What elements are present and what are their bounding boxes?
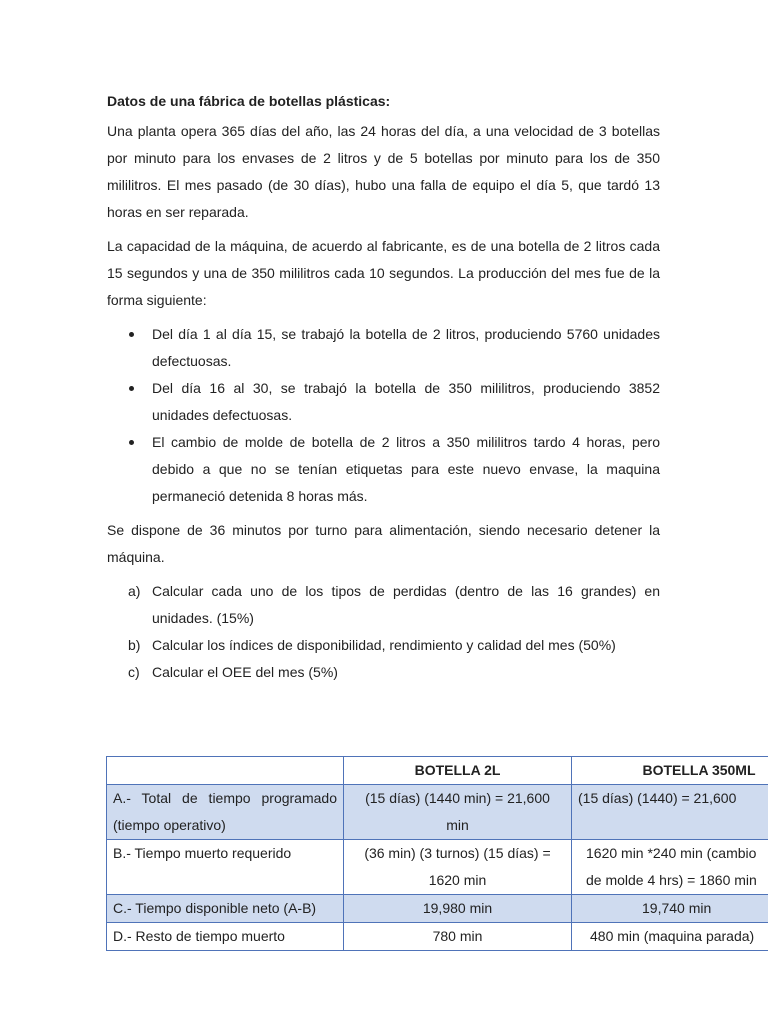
time-table — [106, 756, 768, 951]
production-bullet-list — [107, 321, 660, 510]
table-cell: 19,980 min — [344, 895, 572, 923]
question-marker: b) — [128, 637, 141, 653]
table-row — [107, 923, 768, 951]
question-list — [107, 578, 660, 686]
table-header-row — [107, 757, 768, 785]
paragraph-machine-capacity: La capacidad de la máquina, de acuerdo al fabricante, es de una botella de 2 litros cada 15 segundos y una de 350 mililitros cada 10 segundos. La producción del mes fue de la forma siguiente: — [107, 238, 660, 308]
table-cell-label: C.- Tiempo disponible neto (A-B) — [107, 895, 344, 923]
table-row — [107, 840, 768, 895]
table-row — [107, 785, 768, 840]
document-body — [107, 92, 660, 686]
table-header-cell: BOTELLA 2L — [344, 757, 572, 785]
table-cell: 480 min (maquina parada) — [572, 923, 768, 951]
table-cell-label: B.- Tiempo muerto requerido — [107, 840, 344, 895]
table-cell: (15 días) (1440 min) = 21,600 min — [344, 785, 572, 840]
table-cell: (36 min) (3 turnos) (15 días) = 1620 min — [344, 840, 572, 895]
table-cell-label: A.- Total de tiempo programado (tiempo operativo) — [107, 785, 344, 840]
paragraph-meal-time: Se dispone de 36 minutos por turno para alimentación, siendo necesario detener la máquina. — [107, 522, 660, 565]
table-row — [107, 895, 768, 923]
table-cell: 1620 min *240 min (cambio de molde 4 hrs) = 1860 min — [572, 840, 768, 895]
question-item: b) Calcular los índices de disponibilidad, rendimiento y calidad del mes (50%) — [107, 632, 660, 659]
bullet-icon — [129, 440, 134, 445]
table-cell: 780 min — [344, 923, 572, 951]
table-cell-label: D.- Resto de tiempo muerto — [107, 923, 344, 951]
bullet-icon — [129, 386, 134, 391]
bullet-icon — [129, 332, 134, 337]
table-header-cell: BOTELLA 350ML — [572, 757, 768, 785]
list-item: Del día 16 al 30, se trabajó la botella de 350 mililitros, produciendo 3852 unidades defectuosas. — [107, 375, 660, 429]
list-item: El cambio de molde de botella de 2 litros a 350 mililitros tardo 4 horas, pero debido a que no se tenían etiquetas para este nuevo envase, la maquina permaneció detenida 8 horas más. — [107, 429, 660, 510]
table-header-cell — [107, 757, 344, 785]
time-table-container — [106, 756, 768, 951]
document-title: Datos de una fábrica de botellas plásticas: — [107, 93, 391, 109]
paragraph-plant-operation: Una planta opera 365 días del año, las 24 horas del día, a una velocidad de 3 botellas por minuto para los envases de 2 litros y de 5 botellas por minuto para los de 350 mililitros. El mes pasado (de 30 días), hubo una falla de equipo el día 5, que tardó 13 horas en ser reparada. — [107, 123, 660, 220]
question-marker: a) — [128, 583, 141, 599]
question-item: c) Calcular el OEE del mes (5%) — [107, 659, 660, 686]
list-item: Del día 1 al día 15, se trabajó la botella de 2 litros, produciendo 5760 unidades defectuosas. — [107, 321, 660, 375]
question-item: a) Calcular cada uno de los tipos de perdidas (dentro de las 16 grandes) en unidades. (15%) — [107, 578, 660, 632]
table-cell: 19,740 min — [572, 895, 768, 923]
table-cell: (15 días) (1440) = 21,600 — [572, 785, 768, 840]
question-marker: c) — [128, 664, 140, 680]
